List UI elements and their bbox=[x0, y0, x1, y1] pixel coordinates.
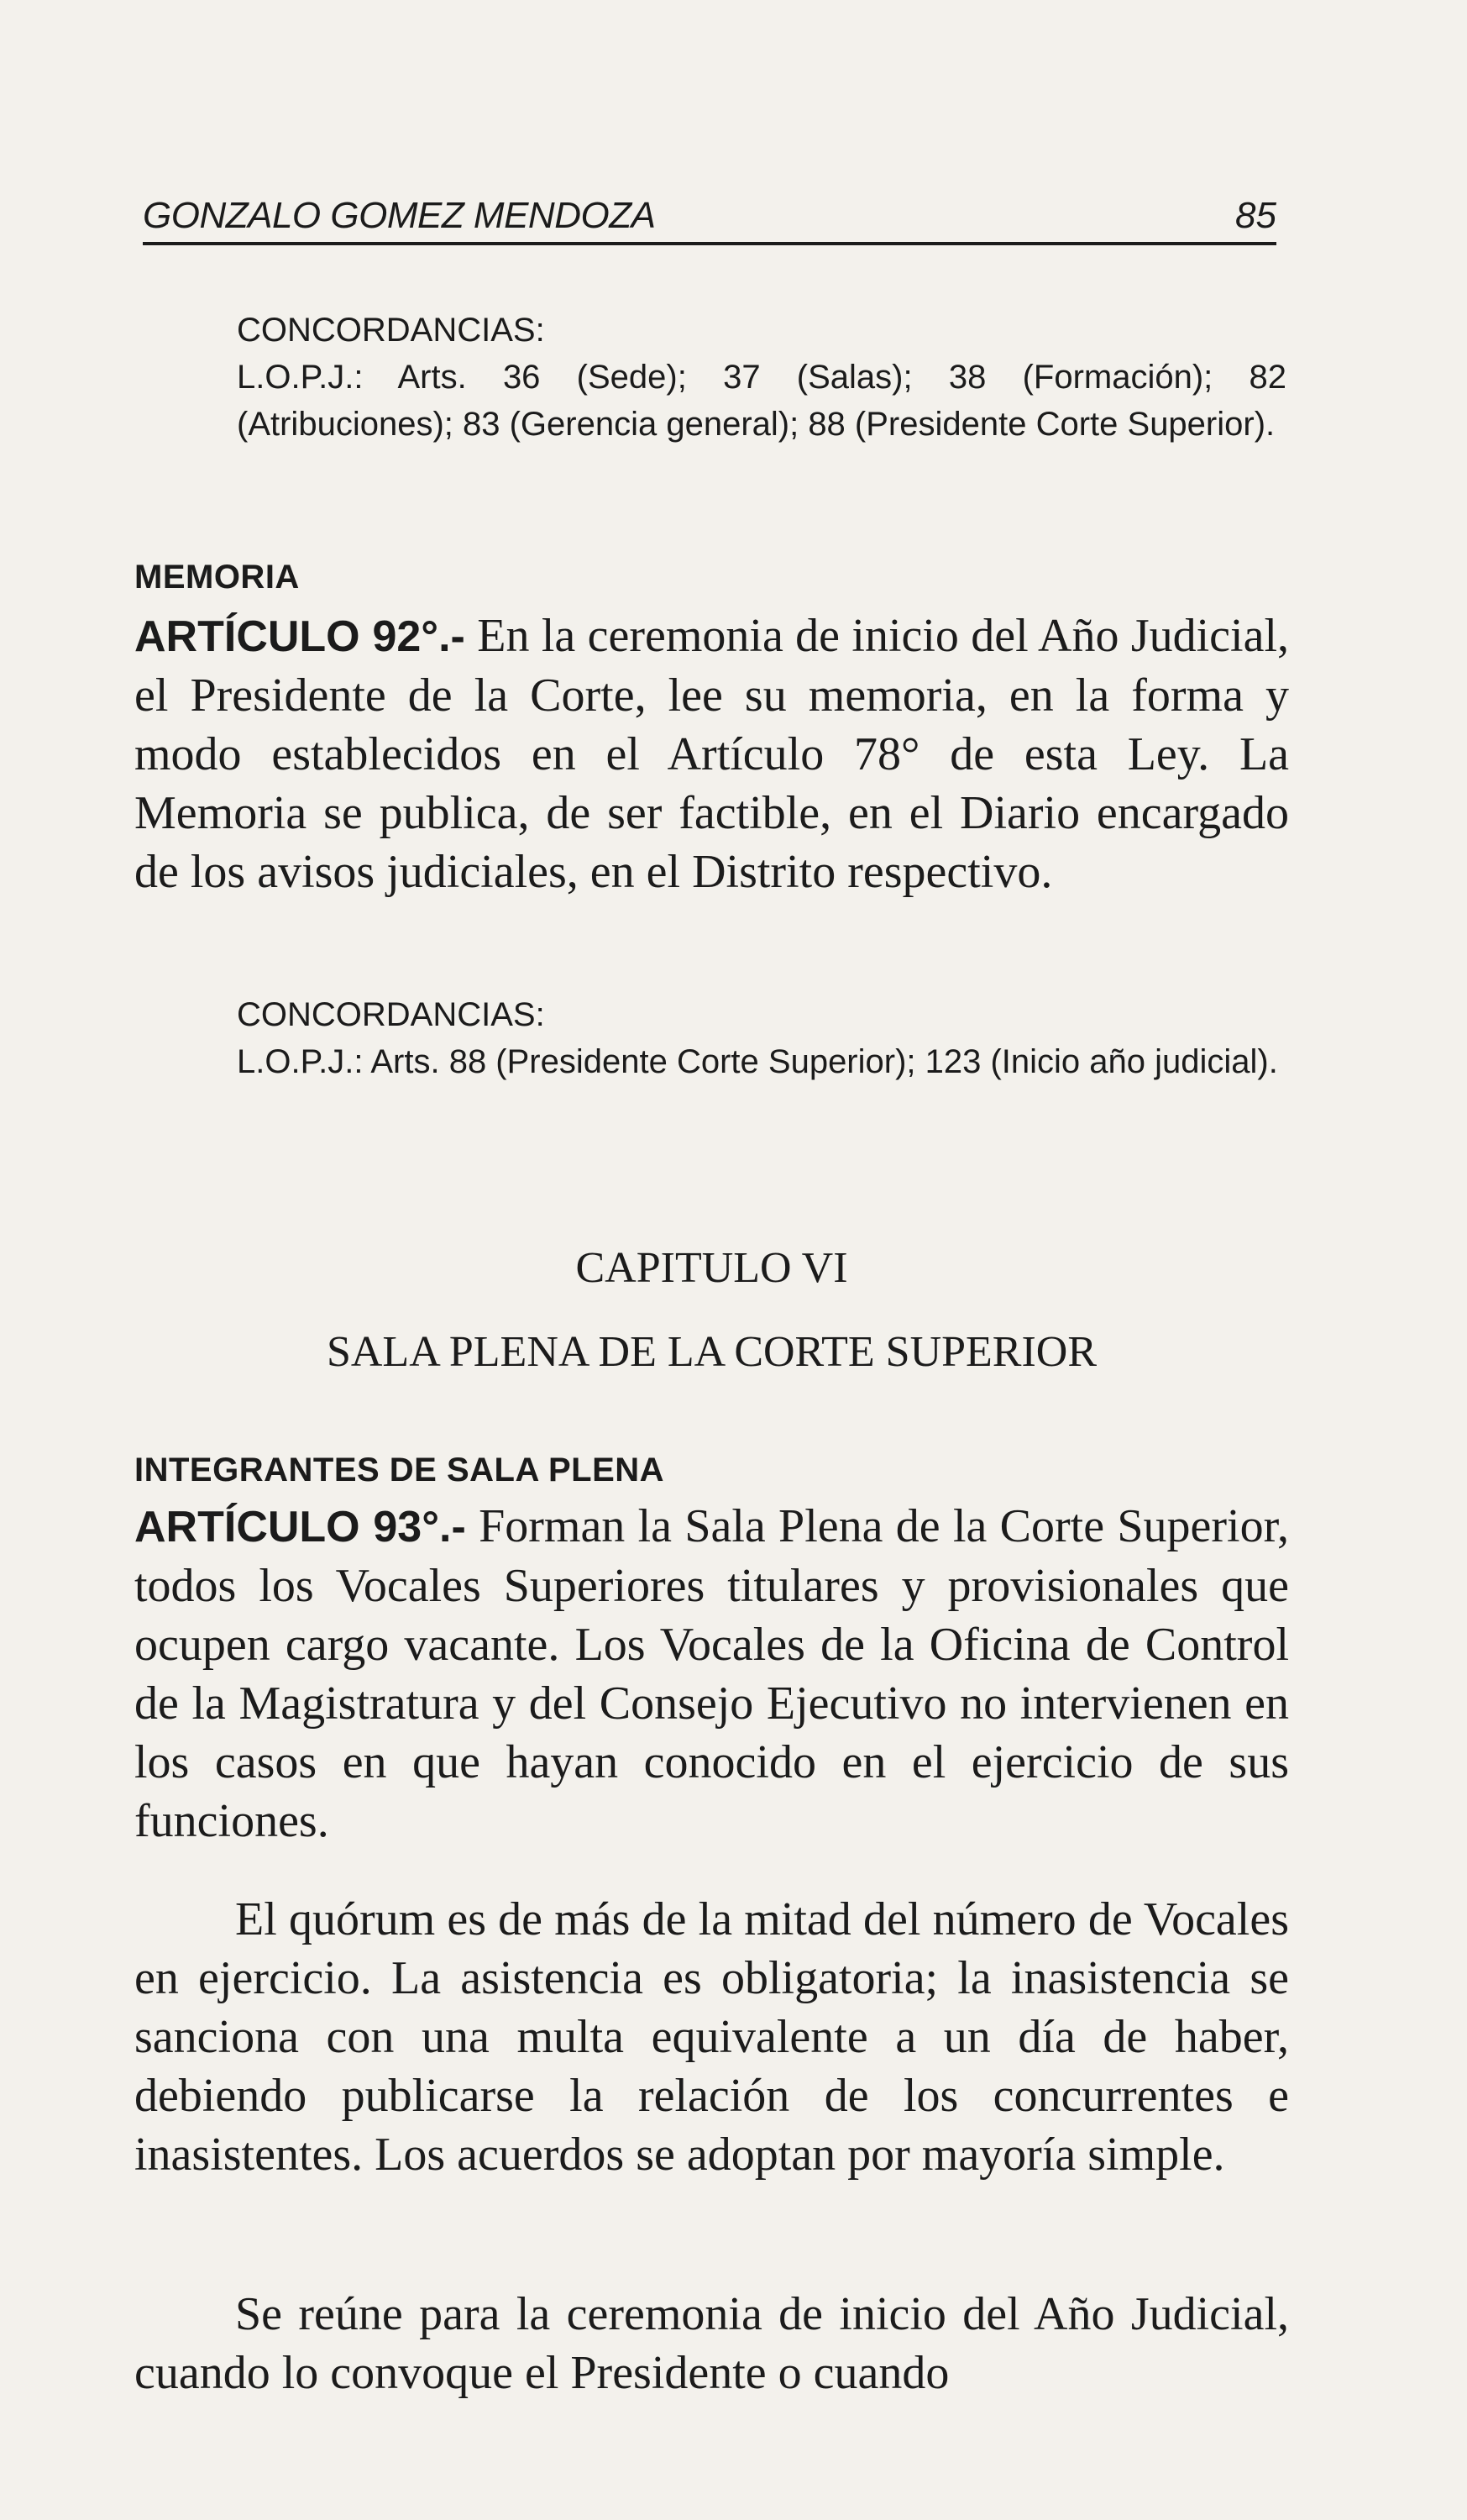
article-92-number: ARTÍCULO 92°.- bbox=[134, 612, 465, 661]
concordancias-block-1 bbox=[237, 307, 1286, 448]
chapter-title: SALA PLENA DE LA CORTE SUPERIOR bbox=[326, 1328, 1098, 1376]
article-93-paragraph-3 bbox=[134, 2285, 1289, 2402]
article-92 bbox=[134, 606, 1289, 901]
concordancias-text: L.O.P.J.: Arts. 36 (Sede); 37 (Salas); 38 (Formación); 82 (Atribuciones); 83 (Gerencia general); 88 (Presidente Corte Superior). bbox=[237, 359, 1286, 443]
section-heading-integrantes: INTEGRANTES DE SALA PLENA bbox=[134, 1452, 665, 1488]
concordancias-text: L.O.P.J.: Arts. 88 (Presidente Corte Superior); 123 (Inicio año judicial). bbox=[237, 1043, 1278, 1080]
concordancias-block-2 bbox=[237, 991, 1286, 1085]
header-author: GONZALO GOMEZ MENDOZA bbox=[143, 195, 656, 236]
page-number: 85 bbox=[1235, 195, 1276, 236]
chapter-number: CAPITULO VI bbox=[575, 1244, 848, 1292]
article-93-paragraph-2 bbox=[134, 1890, 1289, 2184]
paragraph-reunion: Se reúne para la ceremonia de inicio del Año Judicial, cuando lo convoque el Presidente o cuando bbox=[134, 2288, 1289, 2399]
article-93-number: ARTÍCULO 93°.- bbox=[134, 1503, 466, 1551]
concordancias-title: CONCORDANCIAS: bbox=[237, 312, 545, 349]
section-heading-memoria: MEMORIA bbox=[134, 559, 300, 596]
running-header bbox=[143, 183, 1276, 245]
concordancias-title: CONCORDANCIAS: bbox=[237, 996, 545, 1033]
article-93 bbox=[134, 1497, 1289, 1851]
paragraph-quorum: El quórum es de más de la mitad del número de Vocales en ejercicio. La asistencia es obligatoria; la inasistencia se sanciona con una multa equivalente a un día de haber, debiendo publicarse la relación de los concurrentes e inasistentes. Los acuerdos se adoptan por mayoría simple. bbox=[134, 1893, 1289, 2181]
article-92-text: En la ceremonia de inicio del Año Judicial, el Presidente de la Corte, lee su memoria, en la forma y modo establecidos en el Artículo 78° de esta Ley. La Memoria se publica, de ser factible, en el Diario encargado de los avisos judiciales, en el Distrito respectivo. bbox=[134, 610, 1289, 898]
article-93-text: Forman la Sala Plena de la Corte Superior, todos los Vocales Superiores titulares y provisionales que ocupen cargo vacante. Los Vocales de la Oficina de Control de la Magistratura y del Consejo Ejecutivo no intervienen en los casos en que hayan conocido en el ejercicio de sus funciones. bbox=[134, 1500, 1290, 1847]
